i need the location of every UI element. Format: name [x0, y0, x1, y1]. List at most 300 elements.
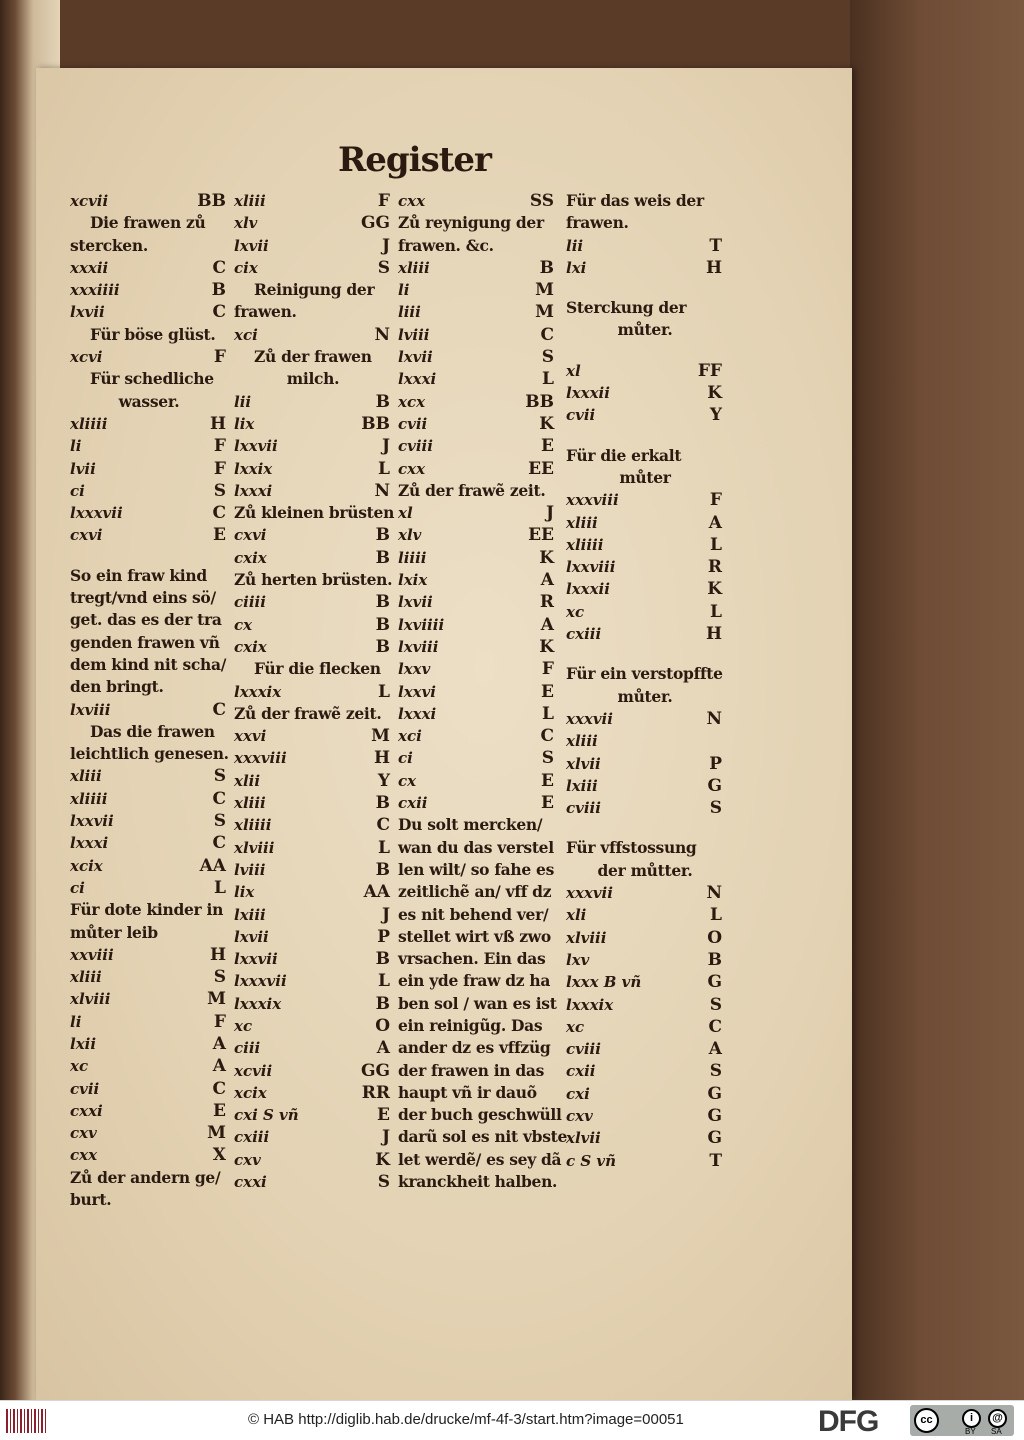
register-entry: [234, 770, 392, 792]
section-letter: H: [209, 944, 226, 965]
register-entry: [234, 792, 392, 814]
register-heading: [70, 899, 228, 921]
register-heading: [70, 922, 228, 944]
folio-number: lxxix: [234, 459, 273, 478]
register-entry: [398, 190, 556, 212]
section-letter: B: [375, 592, 390, 613]
folio-number: lxxv: [398, 660, 431, 679]
heading-text: frawen.: [566, 213, 629, 233]
register-entry: [70, 1033, 228, 1055]
register-entry: [70, 1055, 228, 1077]
section-letter: K: [375, 1149, 390, 1170]
register-entry: [234, 725, 392, 747]
heading-text: tregt/vnd eins sö/: [70, 588, 216, 608]
section-letter: S: [213, 766, 226, 787]
section-letter: F: [213, 347, 226, 368]
register-entry: [234, 547, 392, 569]
folio-number: lxvii: [234, 927, 269, 946]
folio-number: lix: [234, 414, 255, 433]
folio-number: lxv: [566, 950, 590, 969]
register-entry: [566, 1127, 724, 1149]
folio-number: lviii: [234, 860, 266, 879]
section-letter: E: [541, 681, 554, 702]
register-heading: [70, 565, 228, 587]
section-letter: BB: [361, 413, 390, 434]
section-letter: K: [539, 547, 554, 568]
register-entry: [398, 636, 556, 658]
register-heading: [566, 445, 724, 467]
dfg-logo[interactable]: DFG: [818, 1405, 879, 1438]
folio-number: xlv: [234, 214, 258, 233]
register-entry: [566, 235, 724, 257]
register-entry: [234, 413, 392, 435]
heading-text: den bringt.: [70, 677, 164, 697]
register-entry: [566, 1150, 724, 1172]
folio-number: lii: [234, 392, 252, 411]
section-letter: S: [213, 967, 226, 988]
register-entry: [566, 512, 724, 534]
heading-text: můter.: [617, 320, 673, 340]
register-entry: [234, 993, 392, 1015]
register-spacer: [566, 427, 724, 445]
register-heading: [234, 368, 392, 390]
heading-text: Reinigung der: [254, 280, 375, 300]
register-heading: [234, 502, 395, 524]
section-letter: O: [375, 1015, 390, 1036]
heading-text: wasser.: [118, 391, 180, 411]
section-letter: A: [212, 1033, 226, 1054]
section-letter: L: [378, 837, 390, 858]
section-letter: A: [708, 512, 722, 533]
section-letter: B: [375, 525, 390, 546]
register-entry: [566, 623, 724, 645]
section-letter: J: [381, 904, 390, 925]
register-entry: [566, 382, 724, 404]
section-letter: L: [378, 681, 390, 702]
heading-text: get. das es der tra: [70, 610, 222, 630]
folio-number: lxviii: [70, 700, 111, 719]
folio-number: xcvi: [70, 348, 103, 367]
register-entry: [398, 257, 556, 279]
register-entry: [398, 770, 556, 792]
folio-number: liii: [398, 303, 421, 322]
folio-number: c S vñ: [566, 1151, 617, 1170]
register-entry: [566, 257, 724, 279]
register-column-1: [70, 190, 228, 1211]
register-entry: [70, 257, 228, 279]
footer-credit-link[interactable]: © HAB http://diglib.hab.de/drucke/mf-4f-3/start.htm?image=00051: [248, 1411, 684, 1428]
section-letter: F: [709, 490, 722, 511]
heading-text: burt.: [70, 1190, 112, 1210]
heading-text: darũ sol es nit vbste: [398, 1127, 568, 1147]
heading-text: es nit behend ver/: [398, 904, 549, 924]
folio-number: xxxii: [70, 258, 109, 277]
folio-number: lxvii: [398, 593, 433, 612]
section-letter: T: [709, 235, 722, 256]
section-letter: GG: [360, 1060, 390, 1081]
section-letter: S: [709, 1061, 722, 1082]
section-letter: L: [378, 971, 390, 992]
register-entry: [234, 257, 392, 279]
heading-text: můter.: [617, 686, 673, 706]
section-letter: Y: [377, 770, 390, 791]
register-heading: [70, 587, 228, 609]
heading-text: milch.: [286, 369, 340, 389]
folio-number: li: [70, 1012, 82, 1031]
folio-number: xl: [566, 361, 581, 380]
heading-text: vrsachen. Ein das: [398, 949, 546, 969]
cc-license-badge[interactable]: [910, 1405, 1014, 1436]
register-heading: [70, 743, 228, 765]
section-letter: EE: [528, 458, 554, 479]
folio-number: lxxvii: [70, 812, 114, 831]
register-entry: [566, 927, 724, 949]
section-letter: T: [709, 1150, 722, 1171]
section-letter: B: [707, 949, 722, 970]
sa-label: SA: [991, 1427, 1002, 1436]
heading-text: Für schedliche: [90, 369, 214, 389]
folio-number: cvii: [398, 414, 428, 433]
register-heading: [566, 686, 724, 708]
heading-text: Für die erkalt: [566, 445, 682, 465]
section-letter: H: [705, 257, 722, 278]
register-heading: [398, 480, 556, 502]
register-entry: [234, 926, 392, 948]
register-entry: [234, 324, 392, 346]
folio-number: cxvi: [234, 526, 267, 545]
folio-number: cxix: [234, 637, 267, 656]
register-entry: [566, 489, 724, 511]
section-letter: S: [377, 1172, 390, 1193]
folio-number: lxxviii: [566, 558, 616, 577]
register-entry: [398, 658, 556, 680]
register-heading: [70, 324, 228, 346]
section-letter: C: [212, 699, 226, 720]
register-entry: [234, 458, 392, 480]
section-letter: M: [207, 1123, 226, 1144]
register-entry: [234, 1060, 392, 1082]
folio-number: xxvi: [234, 727, 267, 746]
folio-number: xlvii: [566, 754, 601, 773]
section-letter: K: [707, 383, 722, 404]
folio-number: xlii: [234, 771, 261, 790]
register-entry: [566, 949, 724, 971]
section-letter: X: [212, 1145, 226, 1166]
section-letter: N: [374, 480, 390, 501]
register-entry: [566, 971, 724, 993]
register-spacer: [566, 819, 724, 837]
register-entry: [234, 837, 392, 859]
register-entry: [566, 994, 724, 1016]
section-letter: E: [213, 525, 226, 546]
section-letter: P: [377, 926, 390, 947]
folio-number: xxxviii: [566, 491, 619, 510]
section-letter: L: [710, 601, 722, 622]
section-letter: K: [707, 579, 722, 600]
heading-text: Für dote kinder in: [70, 900, 224, 920]
heading-text: der buch geschwüll: [398, 1105, 562, 1125]
folio-number: xc: [566, 602, 585, 621]
heading-text: ein yde fraw dz ha: [398, 971, 551, 991]
register-entry: [234, 681, 392, 703]
section-letter: B: [375, 614, 390, 635]
register-entry: [70, 524, 228, 546]
folio-number: xxxviii: [234, 749, 287, 768]
register-heading: [70, 1167, 228, 1189]
register-entry: [566, 601, 724, 623]
register-heading: [70, 654, 228, 676]
section-letter: B: [375, 949, 390, 970]
heading-text: stercken.: [70, 235, 148, 255]
register-heading: [566, 860, 724, 882]
register-entry: [398, 524, 556, 546]
register-entry: [398, 346, 556, 368]
register-entry: [234, 1149, 392, 1171]
cc-icon: cc: [914, 1408, 939, 1433]
folio-number: lxvii: [398, 348, 433, 367]
register-entry: [70, 1100, 228, 1122]
register-entry: [234, 235, 392, 257]
heading-text: frawen.: [234, 302, 297, 322]
register-heading: [234, 703, 392, 725]
register-spacer: [566, 279, 724, 297]
viewer-footer: [0, 1400, 1024, 1440]
register-column-3: [398, 190, 568, 1193]
register-heading: [398, 212, 556, 234]
folio-number: lxii: [70, 1034, 97, 1053]
heading-text: ein reinigũg. Das: [398, 1015, 543, 1035]
folio-number: lvii: [70, 459, 96, 478]
folio-number: cxii: [398, 794, 428, 813]
folio-number: cxx: [398, 192, 426, 210]
folio-number: cviii: [566, 799, 601, 818]
by-label: BY: [965, 1427, 976, 1436]
section-letter: L: [542, 703, 554, 724]
section-letter: A: [212, 1056, 226, 1077]
heading-text: stellet wirt vß zwo: [398, 926, 551, 946]
heading-text: So ein fraw kind: [70, 565, 207, 585]
heading-text: Zů der andern ge/: [70, 1167, 221, 1187]
folio-number: xlviii: [566, 928, 607, 947]
register-entry: [398, 279, 556, 301]
section-letter: AA: [199, 855, 226, 876]
register-heading: [398, 904, 556, 926]
register-entry: [234, 391, 392, 413]
folio-number: xliii: [70, 968, 102, 987]
section-letter: C: [212, 257, 226, 278]
section-letter: H: [705, 624, 722, 645]
section-letter: BB: [525, 391, 554, 412]
section-letter: RR: [361, 1082, 390, 1103]
section-letter: L: [710, 534, 722, 555]
folio-number: cxxi: [70, 1101, 103, 1120]
register-heading: [398, 837, 556, 859]
register-entry: [234, 1126, 392, 1148]
folio-number: xliii: [70, 767, 102, 786]
book-background-right: [850, 0, 1024, 1400]
register-heading: [398, 1060, 556, 1082]
register-entry: [234, 591, 392, 613]
folio-number: cxi S vñ: [234, 1106, 299, 1125]
register-entry: [234, 435, 392, 457]
heading-text: wan du das verstel: [398, 837, 554, 857]
heading-text: Sterckung der: [566, 298, 687, 318]
register-heading: [70, 1189, 228, 1211]
folio-number: lxxx B vñ: [566, 973, 642, 992]
folio-number: ci: [70, 878, 85, 897]
register-heading: [398, 1104, 562, 1126]
section-letter: S: [213, 811, 226, 832]
register-entry: [234, 1082, 392, 1104]
register-entry: [234, 948, 392, 970]
register-entry: [566, 730, 724, 752]
section-letter: C: [212, 1078, 226, 1099]
register-heading: [398, 859, 556, 881]
register-entry: [234, 636, 392, 658]
register-spacer: [566, 342, 724, 360]
register-entry: [70, 279, 228, 301]
register-entry: [398, 569, 556, 591]
folio-number: lxxvii: [234, 437, 278, 456]
heading-text: Für die flecken: [254, 659, 381, 679]
register-entry: [398, 792, 556, 814]
register-entry: [70, 966, 228, 988]
register-heading: [398, 926, 556, 948]
register-heading: [398, 1037, 556, 1059]
library-logo-icon[interactable]: [6, 1409, 46, 1433]
section-letter: E: [541, 436, 554, 457]
section-letter: E: [377, 1105, 390, 1126]
folio-number: xlvii: [566, 1129, 601, 1148]
section-letter: J: [381, 235, 390, 256]
folio-number: cvii: [70, 1079, 100, 1098]
folio-number: lxvii: [70, 303, 105, 322]
folio-number: xlv: [398, 526, 422, 545]
register-entry: [566, 1105, 724, 1127]
section-letter: S: [541, 748, 554, 769]
folio-number: lviii: [398, 325, 430, 344]
register-heading: [398, 1082, 556, 1104]
folio-number: lxxxix: [234, 682, 282, 701]
section-letter: K: [539, 636, 554, 657]
folio-number: lxix: [398, 571, 428, 590]
register-entry: [234, 1015, 392, 1037]
folio-number: lxi: [566, 258, 587, 277]
register-entry: [398, 614, 556, 636]
register-heading: [566, 212, 724, 234]
folio-number: xliii: [566, 732, 598, 751]
section-letter: S: [377, 257, 390, 278]
heading-text: Für vffstossung: [566, 838, 697, 858]
register-entry: [398, 502, 556, 524]
folio-number: lxxxi: [70, 834, 109, 853]
register-heading: [398, 881, 556, 903]
section-letter: E: [213, 1100, 226, 1121]
section-letter: B: [539, 257, 554, 278]
folio-number: lxxxi: [398, 370, 437, 389]
section-letter: SS: [529, 191, 554, 211]
heading-text: Zů herten brüsten.: [234, 570, 393, 590]
register-heading: [566, 319, 724, 341]
register-heading: [566, 190, 724, 212]
register-heading: [398, 235, 556, 257]
section-letter: F: [213, 458, 226, 479]
heading-text: Für ein verstopffte: [566, 664, 723, 684]
page-title: Register: [338, 140, 491, 180]
register-heading: [234, 569, 392, 591]
section-letter: O: [707, 927, 722, 948]
section-letter: AA: [363, 882, 390, 903]
folio-number: ciiii: [234, 593, 266, 612]
register-entry: [398, 458, 556, 480]
attribution-icon: i: [962, 1409, 981, 1428]
register-heading: [70, 391, 228, 413]
folio-number: ci: [70, 481, 85, 500]
folio-number: cxv: [70, 1124, 97, 1143]
section-letter: N: [706, 708, 722, 729]
heading-text: dem kind nit scha/: [70, 654, 227, 674]
register-heading: [566, 297, 724, 319]
register-entry: [398, 591, 556, 613]
folio-number: xc: [234, 1016, 253, 1035]
folio-number: lxxvi: [398, 682, 436, 701]
register-entry: [70, 810, 228, 832]
section-letter: C: [212, 788, 226, 809]
section-letter: GG: [360, 213, 390, 234]
heading-text: zeitlichẽ an/ vff dz: [398, 882, 552, 902]
heading-text: můter leib: [70, 922, 158, 942]
heading-text: Für das weis der: [566, 191, 704, 210]
folio-number: xlviii: [234, 838, 275, 857]
register-entry: [566, 1016, 724, 1038]
register-entry: [566, 360, 724, 382]
section-letter: M: [371, 726, 390, 747]
section-letter: A: [708, 1039, 722, 1060]
folio-number: lxxxi: [398, 704, 437, 723]
register-entry: [70, 699, 228, 721]
folio-number: li: [398, 281, 410, 300]
register-heading: [398, 1149, 562, 1171]
folio-number: lxvii: [234, 236, 269, 255]
folio-number: xliii: [234, 794, 266, 813]
register-column-2: [234, 190, 395, 1193]
register-entry: [70, 944, 228, 966]
folio-number: lxiii: [234, 905, 266, 924]
register-heading: [70, 235, 228, 257]
folio-number: xci: [234, 325, 258, 344]
register-heading: [398, 1171, 556, 1193]
section-letter: R: [707, 557, 722, 578]
register-entry: [70, 877, 228, 899]
folio-number: lxviii: [398, 637, 439, 656]
register-heading: [70, 721, 228, 743]
section-letter: L: [214, 877, 226, 898]
section-letter: G: [707, 1128, 722, 1149]
folio-number: xc: [70, 1057, 89, 1076]
register-entry: [566, 534, 724, 556]
register-entry: [234, 881, 392, 903]
folio-number: cxxi: [234, 1173, 267, 1192]
register-entry: [70, 765, 228, 787]
folio-number: lix: [234, 883, 255, 902]
section-letter: C: [540, 324, 554, 345]
register-heading: [398, 993, 556, 1015]
register-heading: [234, 658, 392, 680]
register-entry: [70, 855, 228, 877]
register-entry: [234, 1171, 392, 1193]
section-letter: A: [376, 1038, 390, 1059]
folio-number: lxxxvii: [234, 972, 287, 991]
